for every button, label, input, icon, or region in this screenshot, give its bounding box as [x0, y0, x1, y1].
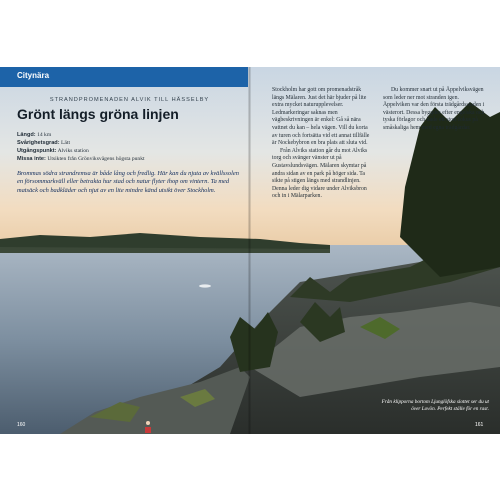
- book-gutter: [248, 67, 251, 434]
- right-body-column-2: [383, 87, 487, 133]
- section-bar: [0, 67, 248, 87]
- body-paragraph: Du kommer snart ut på Äppelviksvägen som leder ner mot stranden igen. Äppelviken var den första trädgårdsstaden i västerort. Dessa byggdes efter engelska och tyska förlagor och hade ett stort fokus på småskaliga hem med egna trädgårdar.: [383, 87, 485, 131]
- fact-start: Utgångspunkt: Alviks station: [17, 148, 89, 154]
- photo-caption: Från klipporna bortom Ljunglöfska slottet ser du ut över Lovön. Perfekt ställe för en rast.: [381, 399, 489, 412]
- body-paragraph: Stockholm har gott om promenadstråk längs Mälaren. Just det här bjuder på lite extra mycket naturupplevelser. Ledmarkeringar saknas men vägbeskrivningen är enkel: Gå så nära vattnet du kan – hela vägen. Vill du korta av turen och fortsätta vid ett annat tillfälle är Nockebybron en bra plats att sluta vid.: [272, 87, 370, 147]
- fact-dont-miss: Missa inte: Utsikten från Grönviksvägens högsta punkt: [17, 156, 145, 162]
- article-headline: Grönt längs gröna linjen: [17, 106, 179, 122]
- article-ingress: Brommas södra strandremsa är både lång och fredlig. Här kan du njuta av kvällssolen en försommarkväll eller betrakta hur stad och natur flyter ihop om vintern. Ta med matsäck och badkläder och njut av en lite mindre känd utsikt över Stockholm.: [17, 170, 239, 194]
- right-body-column-1: [272, 87, 372, 201]
- section-label: Citynära: [17, 71, 50, 80]
- page-number-left: 160: [17, 422, 26, 428]
- fact-difficulty: Svårighetsgrad: Lätt: [17, 140, 71, 146]
- book-spread: [0, 67, 500, 434]
- page-number-right: 161: [475, 422, 484, 428]
- body-paragraph: Från Alviks station går du mot Alviks torg och svänger vänster ut på Gustavslundsvägen. Mälaren skymtar på andra sidan av en park på höger sida. Ta sikte på stigen längs med strandlinjen. Denna leder dig vidare under Alviksbron och in i Mälarparken.: [272, 147, 368, 200]
- route-facts: [17, 131, 242, 163]
- left-page-text: [17, 97, 242, 195]
- route-kicker: STRANDPROMENADEN ALVIK TILL HÄSSELBY: [49, 97, 210, 103]
- fact-length: Längd: 14 km: [17, 132, 52, 138]
